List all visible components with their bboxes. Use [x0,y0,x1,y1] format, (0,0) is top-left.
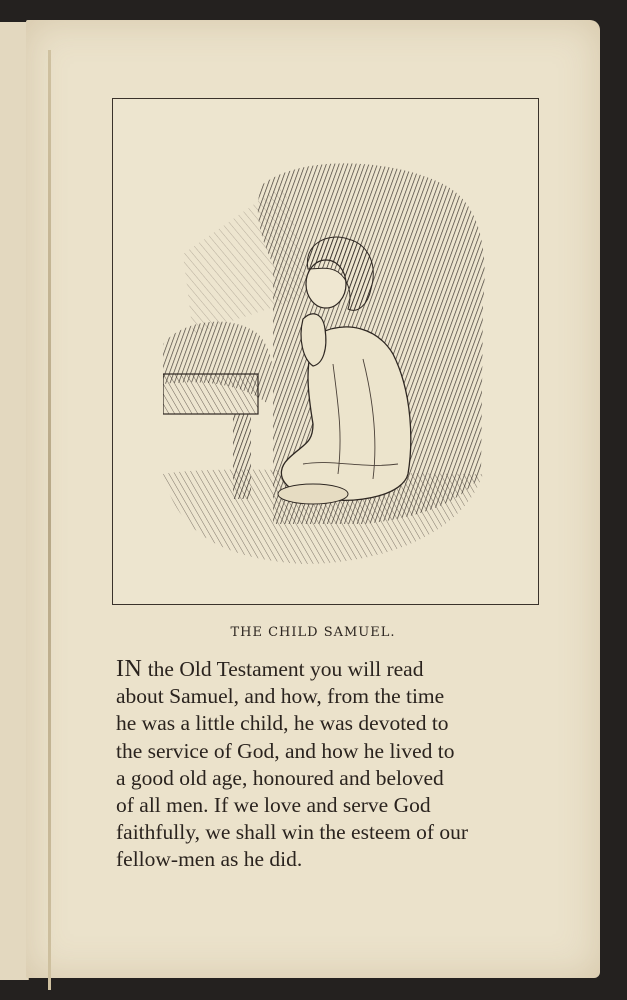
illustration-frame [112,98,539,605]
text-line-1: IN the Old Testament you will read [116,656,424,682]
drop-cap: IN [116,656,143,682]
child-feet [278,484,348,504]
book-page [26,20,600,978]
text-line-6: of all men. If we love and serve God [116,793,431,818]
text-line-5: a good old age, honoured and beloved [116,765,444,790]
page-gutter [48,50,51,990]
body-paragraph [116,656,541,874]
facing-page-edge [0,22,29,980]
text-line-2: about Samuel, and how, from the time [116,684,445,709]
bench-leg [233,414,251,499]
engraving-illustration [163,144,491,564]
text-line-8: fellow-men as he did. [116,847,303,872]
illustration-caption: THE CHILD SAMUEL. [230,625,396,640]
text-line-4: the service of God, and how he lived to [116,738,455,763]
text-line-3: he was a little child, he was devoted to [116,711,449,736]
text-line-7: faithfully, we shall win the esteem of our [116,820,469,845]
